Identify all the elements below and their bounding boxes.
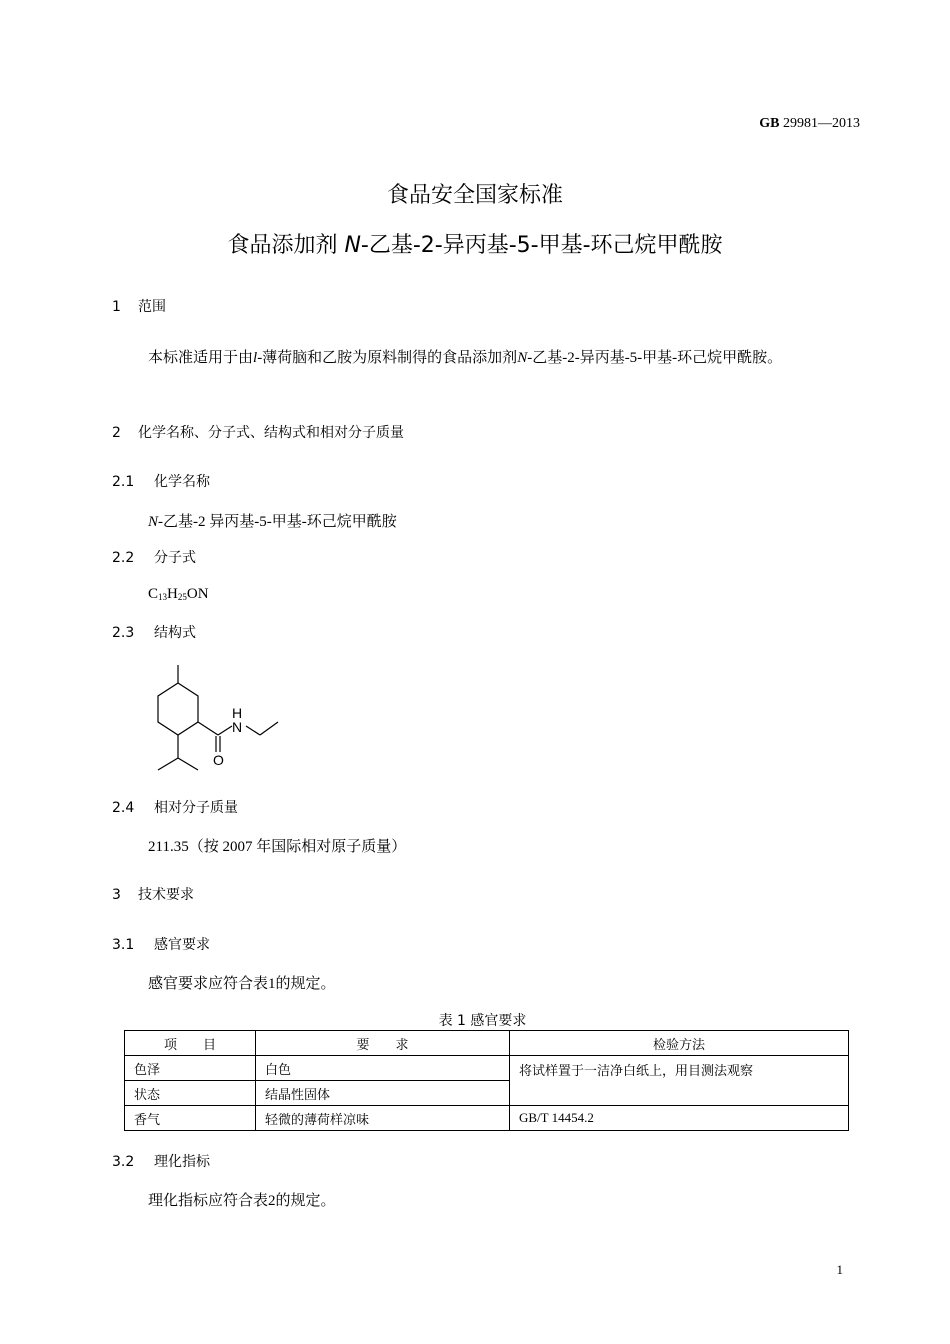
table-header-row — [125, 1031, 849, 1056]
section-3-2-text: 理化指标应符合表2的规定。 — [148, 1193, 336, 1209]
header-item: 项 目 — [125, 1031, 256, 1056]
section-3-heading: 3 技术要求 — [112, 887, 194, 903]
cell-item: 色泽 — [125, 1056, 256, 1081]
section-3-1-heading: 3.1 感官要求 — [112, 937, 210, 953]
standard-code-prefix: GB — [759, 116, 780, 131]
atom-n: N — [232, 719, 243, 735]
cell-requirement: 结晶性固体 — [256, 1081, 510, 1106]
cell-method: 将试样置于一洁净白纸上，用目测法观察 — [510, 1056, 849, 1106]
doc-title-main: 食品安全国家标准 — [386, 183, 563, 208]
page-number: 1 — [836, 1262, 843, 1277]
header-method: 检验方法 — [510, 1031, 849, 1056]
section-1-paragraph: 本标准适用于由l-薄荷脑和乙胺为原料制得的食品添加剂N-乙基-2-异丙基-5-甲基-环己烷甲酰胺。 — [148, 350, 783, 366]
section-2-4-heading: 2.4 相对分子质量 — [112, 800, 238, 816]
chemical-name: N-乙基-2 异丙基-5-甲基-环己烷甲酰胺 — [148, 514, 397, 530]
atom-h: H — [232, 705, 243, 721]
cell-requirement: 轻微的薄荷样凉味 — [256, 1106, 510, 1131]
cell-requirement: 白色 — [256, 1056, 510, 1081]
atom-o: O — [213, 752, 224, 768]
standard-code — [759, 116, 860, 132]
section-3-1-text: 感官要求应符合表1的规定。 — [148, 976, 336, 992]
section-3-2-heading: 3.2 理化指标 — [112, 1154, 210, 1170]
cell-method: GB/T 14454.2 — [510, 1106, 849, 1131]
section-2-2-heading: 2.2 分子式 — [112, 550, 196, 566]
molecular-mass: 211.35（按 2007 年国际相对原子质量） — [148, 839, 407, 855]
table-1 — [124, 1030, 849, 1131]
table-row — [125, 1056, 849, 1081]
cell-item: 香气 — [125, 1106, 256, 1131]
table-1-caption: 表 1 感官要求 — [438, 1013, 527, 1029]
cell-item: 状态 — [125, 1081, 256, 1106]
structural-formula — [150, 660, 290, 775]
section-1-heading: 1 范围 — [112, 299, 166, 315]
section-2-1-heading: 2.1 化学名称 — [112, 474, 210, 490]
header-requirement: 要 求 — [256, 1031, 510, 1056]
section-2-heading: 2 化学名称、分子式、结构式和相对分子质量 — [112, 425, 404, 441]
doc-title-sub: 食品添加剂 N-乙基-2-异丙基-5-甲基-环己烷甲酰胺 — [227, 233, 723, 258]
molecular-formula: $C_{13}H_{25}ON$ — [148, 586, 209, 602]
table-row — [125, 1106, 849, 1131]
section-2-3-heading: 2.3 结构式 — [112, 625, 196, 641]
standard-code-number: 29981—2013 — [783, 116, 860, 131]
